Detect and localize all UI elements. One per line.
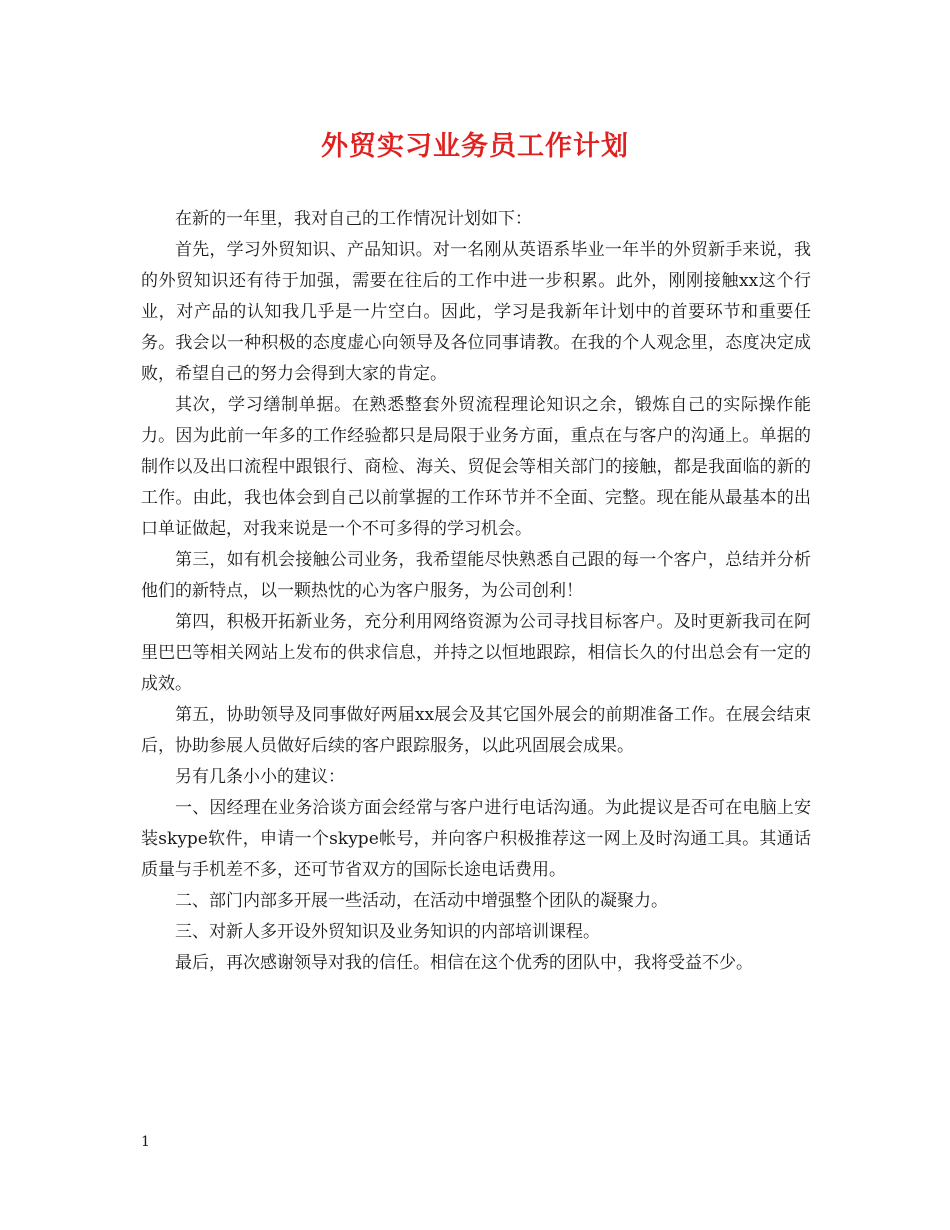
- document-body: [141, 204, 811, 979]
- paragraph-suggestion-three: 三、对新人多开设外贸知识及业务知识的内部培训课程。: [175, 922, 600, 942]
- paragraph-second: 其次，学习缮制单据。在熟悉整套外贸流程理论知识之余，锻炼自己的实际操作能力。因为此前一年多的工作经验都只是局限于业务方面，重点在与客户的沟通上。单据的制作以及出口流程中跟银行、商检、海关、贸促会等相关部门的接触，都是我面临的新的工作。由此，我也体会到自己以前掌握的工作环节并不全面、完整。现在能从最基本的出口单证做起，对我来说是一个不可多得的学习机会。: [141, 395, 811, 539]
- paragraph-fourth: 第四，积极开拓新业务，充分利用网络资源为公司寻找目标客户。及时更新我司在阿里巴巴等相关网站上发布的供求信息，并持之以恒地跟踪，相信长久的付出总会有一定的成效。: [141, 612, 811, 694]
- paragraph-closing: 最后，再次感谢领导对我的信任。相信在这个优秀的团队中，我将受益不少。: [175, 953, 753, 973]
- paragraph-suggestions-intro: 另有几条小小的建议：: [175, 767, 345, 787]
- paragraph-fifth: 第五，协助领导及同事做好两届xx展会及其它国外展会的前期准备工作。在展会结束后，协助参展人员做好后续的客户跟踪服务，以此巩固展会成果。: [141, 705, 811, 756]
- paragraph-suggestion-one: 一、因经理在业务洽谈方面会经常与客户进行电话沟通。为此提议是否可在电脑上安装skype软件，申请一个skype帐号，并向客户积极推荐这一网上及时沟通工具。其通话质量与手机差不多，还可节省双方的国际长途电话费用。: [141, 798, 811, 880]
- paragraph-suggestion-two: 二、部门内部多开展一些活动，在活动中增强整个团队的凝聚力。: [175, 891, 668, 911]
- paragraph-third: 第三，如有机会接触公司业务，我希望能尽快熟悉自己跟的每一个客户，总结并分析他们的新特点，以一颗热忱的心为客户服务，为公司创利！: [141, 550, 811, 601]
- page-number: 1: [141, 1134, 150, 1150]
- document-title: 外贸实习业务员工作计划: [321, 131, 629, 162]
- paragraph-first: 首先，学习外贸知识、产品知识。对一名刚从英语系毕业一年半的外贸新手来说，我的外贸知识还有待于加强，需要在往后的工作中进一步积累。此外，刚刚接触xx这个行业，对产品的认知我几乎是一片空白。因此，学习是我新年计划中的首要环节和重要任务。我会以一种积极的态度虚心向领导及各位同事请教。在我的个人观念里，态度决定成败，希望自己的努力会得到大家的肯定。: [141, 240, 811, 384]
- paragraph-intro: 在新的一年里，我对自己的工作情况计划如下：: [175, 209, 532, 229]
